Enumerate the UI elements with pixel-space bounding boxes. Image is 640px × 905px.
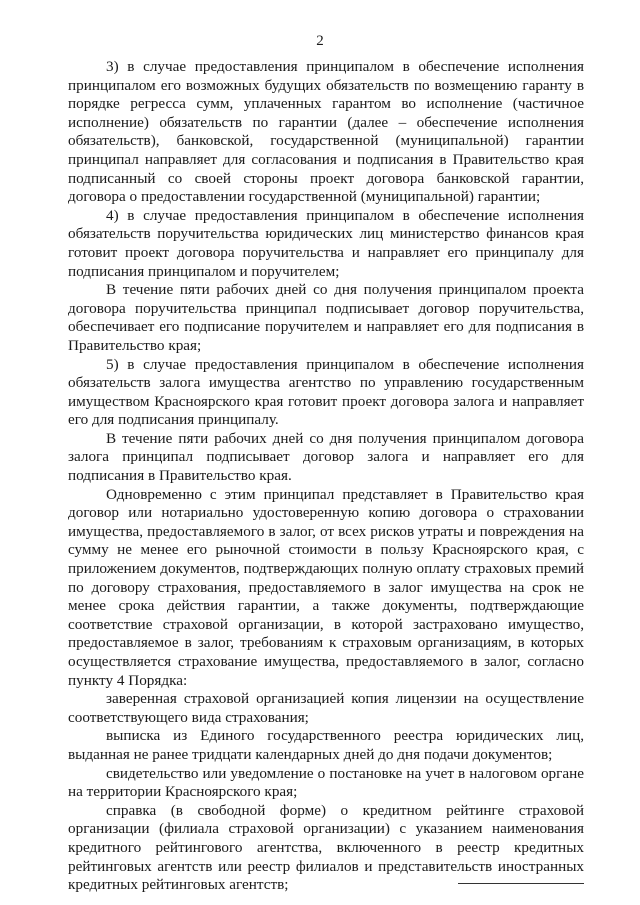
- document-body: [68, 58, 584, 895]
- footer-divider: [458, 883, 584, 884]
- paragraph-item-5: 5) в случае предоставления принципалом в обеспечение исполнения обязательств залога имущества агентство по управлению государственным имуществом Красноярского края готовит проект договора залога и направляет его для подписания принципалу.: [68, 355, 584, 429]
- paragraph-item-3: 3) в случае предоставления принципалом в обеспечение исполнения принципалом его возможных будущих обязательств по возмещению гаранту в порядке регресса сумм, уплаченных гарантом во исполнение (частичное исполнение) обязательств по гарантии (далее – обеспечение исполнения обязательств), банковской, государственной (муниципальной) гарантии принципал направляет для согласования и подписания в Правительство края подписанный со своей стороны проект договора банковской гарантии, договора о предоставлении государственной (муниципальной) гарантии;: [68, 58, 584, 206]
- paragraph-credit-rating: справка (в свободной форме) о кредитном рейтинге страховой организации (филиала страховой организации) с указанием наименования кредитного рейтингового агентства, включенного в реестр кредитных рейтинговых агентств или реестр филиалов и представительств иностранных кредитных рейтинговых агентств;: [68, 801, 584, 894]
- paragraph-guarantee-signing: В течение пяти рабочих дней со дня получения принципалом проекта договора поручительства принципал подписывает договор поручительства, обеспечивает его подписание поручителем и направляет его для подписания в Правительство края;: [68, 281, 584, 354]
- paragraph-tax-registration: свидетельство или уведомление о постановке на учет в налоговом органе на территории Красноярского края;: [68, 764, 584, 801]
- paragraph-insurance-requirements: Одновременно с этим принципал представляет в Правительство края договор или нотариально удостоверенную копию договора о страховании имущества, предоставляемого в залог, от всех рисков утраты и повреждения на сумму не менее его рыночной стоимости в пользу Красноярского края, с приложением документов, подтверждающих полную оплату страховых премий по договору страхования, предоставляемого в залог имущества на срок не менее срока действия гарантии, а также документы, подтверждающие соответствие страховой организации, в которой застраховано имущество, предоставляемое в залог, требованиям к страховым организациям, в которых осуществляется страхование имущества, предоставляемого в залог, согласно пункту 4 Порядка:: [68, 485, 584, 689]
- paragraph-pledge-signing: В течение пяти рабочих дней со дня получения принципалом договора залога принципал подписывает договор залога и направляет его для подписания в Правительство края.: [68, 429, 584, 485]
- paragraph-license-copy: заверенная страховой организацией копия лицензии на осуществление соответствующего вида страхования;: [68, 690, 584, 726]
- paragraph-registry-extract: выписка из Единого государственного реестра юридических лиц, выданная не ранее тридцати календарных дней до дня подачи документов;: [68, 727, 584, 763]
- paragraph-item-4: 4) в случае предоставления принципалом в обеспечение исполнения обязательств поручительства юридических лиц министерство финансов края готовит проект договора поручительства и направляет его принципалу для подписания принципалом и поручителем;: [68, 206, 584, 280]
- page-number: 2: [316, 33, 324, 49]
